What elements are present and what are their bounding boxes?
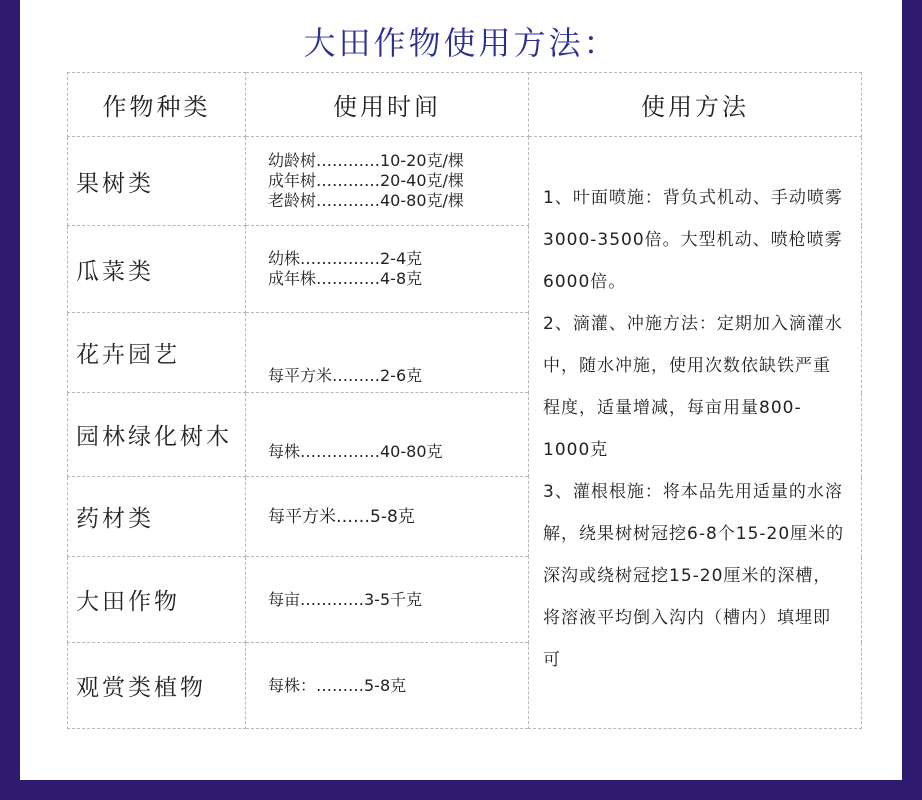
dosage-line: 每亩…………3-5千克	[268, 589, 423, 609]
header-usage-time: 使用时间	[246, 73, 529, 137]
dosage-line: 每株：………5-8克	[268, 675, 407, 695]
usage-table	[67, 72, 862, 729]
dosage-cell	[246, 557, 529, 643]
crop-name: 园林绿化树木	[68, 393, 246, 477]
dosage-cell	[246, 477, 529, 557]
table-header-row	[68, 73, 862, 137]
dosage-line: 成年株…………4-8克	[268, 269, 423, 288]
dosage-line: 幼株……………2-4克	[268, 249, 423, 268]
header-usage-method: 使用方法	[529, 73, 862, 137]
crop-name: 观赏类植物	[68, 643, 246, 729]
table-row	[68, 137, 862, 226]
crop-name: 大田作物	[68, 557, 246, 643]
dosage-line: 每株……………40-80克	[268, 442, 443, 461]
dosage-cell	[246, 137, 529, 226]
crop-name: 瓜菜类	[68, 226, 246, 313]
dosage-cell	[246, 643, 529, 729]
method-step-2: 2、滴灌、冲施方法：定期加入滴灌水中，随水冲施，使用次数依缺铁严重程度，适量增减，每亩用量800-1000克	[543, 314, 843, 460]
page-title: 大田作物使用方法：	[303, 24, 619, 62]
crop-name: 果树类	[68, 137, 246, 226]
dosage-line: 成年树…………20-40克/棵	[268, 171, 464, 190]
method-cell	[529, 137, 862, 729]
dosage-line: 每平方米……5-8克	[268, 506, 415, 527]
crop-name: 花卉园艺	[68, 313, 246, 393]
dosage-line: 幼龄树…………10-20克/棵	[268, 151, 464, 170]
dosage-cell	[246, 226, 529, 313]
method-step-3: 3、灌根根施：将本品先用适量的水溶解，绕果树树冠挖6-8个15-20厘米的深沟或绕树冠挖15-20厘米的深槽，将溶液平均倒入沟内（槽内）填埋即可	[543, 482, 845, 670]
dosage-line: 每平方米………2-6克	[268, 366, 423, 385]
method-step-1: 1、叶面喷施：背负式机动、手动喷雾3000-3500倍。大型机动、喷枪喷雾6000倍。	[543, 188, 843, 292]
dosage-cell	[246, 313, 529, 393]
dosage-line: 老龄树…………40-80克/棵	[268, 191, 464, 210]
header-crop-type: 作物种类	[68, 73, 246, 137]
crop-name: 药材类	[68, 477, 246, 557]
dosage-cell	[246, 393, 529, 477]
